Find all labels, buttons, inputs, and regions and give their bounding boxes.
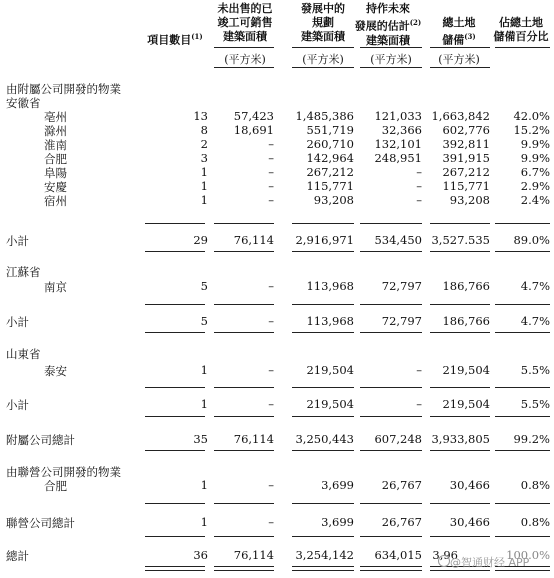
cell-percentage: 0.8% (520, 478, 550, 492)
rule (360, 304, 422, 305)
header-rule-c2 (214, 47, 274, 48)
rule (430, 536, 490, 537)
rule (214, 304, 274, 305)
rule (430, 387, 490, 388)
cell-future-gfa: – (416, 165, 422, 179)
footnote-2: (2) (409, 18, 422, 27)
row-label: 合肥 (44, 152, 67, 166)
rule (360, 536, 422, 537)
cell-project-count: 1 (200, 165, 208, 179)
row-label: 淮南 (44, 138, 67, 152)
cell-development-gfa: 219,504 (306, 397, 354, 411)
cell-development-gfa: 551,719 (306, 123, 354, 137)
cell-development-gfa: 113,968 (306, 314, 354, 328)
cell-project-count: 5 (200, 279, 208, 293)
rule (360, 332, 422, 333)
header-rule-c3 (292, 47, 354, 48)
cell-future-gfa: 121,033 (374, 109, 422, 123)
header-future-development-line3: 建築面積 (366, 33, 410, 47)
rule (430, 416, 490, 417)
table-row (0, 193, 554, 207)
section-shandong: 山東省 (6, 347, 41, 361)
rule (430, 304, 490, 305)
header-unsold-gfa-line2: 竣工可銷售 (217, 16, 273, 29)
cell-unsold-gfa: – (268, 165, 274, 179)
header-rule-c5 (430, 47, 490, 48)
header-under-development-gfa (292, 2, 354, 44)
cell-future-gfa: – (416, 193, 422, 207)
rule (360, 223, 422, 224)
cell-percentage: 89.0% (513, 233, 550, 247)
rule (495, 416, 550, 417)
rule (495, 387, 550, 388)
cell-land-bank: 93,208 (449, 193, 490, 207)
rule (430, 450, 490, 451)
cell-unsold-gfa: – (268, 193, 274, 207)
cell-future-gfa: 32,366 (381, 123, 422, 137)
rule (145, 416, 205, 417)
rule (145, 387, 205, 388)
rule (360, 387, 422, 388)
rule (430, 223, 490, 224)
cell-land-bank: 186,766 (442, 279, 490, 293)
cell-project-count: 13 (193, 109, 208, 123)
subtotal-row (0, 233, 554, 247)
header-total-land-bank (428, 16, 490, 48)
cell-land-bank: 219,504 (442, 363, 490, 377)
cell-land-bank: 186,766 (442, 314, 490, 328)
rule (214, 223, 274, 224)
row-label: 合肥 (44, 479, 67, 493)
cell-project-count: 1 (200, 397, 208, 411)
rule (430, 503, 490, 504)
double-rule (360, 566, 422, 571)
cell-development-gfa: 1,485,386 (295, 109, 354, 123)
header-rule-c4 (360, 47, 422, 48)
rule (145, 251, 205, 252)
row-label: 泰安 (44, 364, 67, 378)
rule (495, 332, 550, 333)
cell-unsold-gfa: – (268, 363, 274, 377)
header-rule-c6 (495, 47, 550, 48)
rule (292, 387, 354, 388)
cell-percentage: 4.7% (520, 279, 550, 293)
rule (214, 450, 274, 451)
row-label: 小計 (6, 315, 29, 329)
rule (495, 251, 550, 252)
rule (430, 332, 490, 333)
cell-future-gfa: 26,767 (381, 478, 422, 492)
cell-development-gfa: 3,699 (321, 515, 354, 529)
cell-development-gfa: 93,208 (313, 193, 354, 207)
header-total-land-bank-line2 (428, 30, 490, 48)
row-label: 安慶 (44, 180, 67, 194)
cell-percentage: 42.0% (513, 109, 550, 123)
header-future-development-gfa (352, 2, 424, 48)
rule (292, 503, 354, 504)
row-label: 附屬公司總計 (6, 433, 75, 447)
rule (214, 503, 274, 504)
cell-percentage: 5.5% (520, 363, 550, 377)
table-row (0, 363, 554, 377)
unit-c4: (平方米) (370, 53, 412, 66)
unit-rule-c3 (292, 67, 354, 68)
unit-c5: (平方米) (438, 53, 480, 66)
cell-percentage: 5.5% (520, 397, 550, 411)
cell-future-gfa: – (416, 179, 422, 193)
cell-land-bank: 1,663,842 (431, 109, 490, 123)
cell-unsold-gfa: – (268, 515, 274, 529)
cell-project-count: 36 (193, 548, 208, 562)
table-row (0, 137, 554, 151)
cell-development-gfa: 3,250,443 (295, 432, 354, 446)
subtotal-row (0, 314, 554, 328)
unit-rule-c5 (430, 67, 490, 68)
cell-future-gfa: – (416, 397, 422, 411)
section-jiangsu: 江蘇省 (6, 265, 41, 279)
watermark-text: @智通财经 APP (450, 556, 530, 569)
rule (360, 251, 422, 252)
header-total-land-bank-line1: 總土地 (442, 16, 476, 29)
cell-land-bank: 30,466 (449, 515, 490, 529)
cell-project-count: 1 (200, 515, 208, 529)
header-project-count (145, 30, 205, 48)
cell-project-count: 1 (200, 179, 208, 193)
section-subsidiary-heading: 由附屬公司開發的物業 (6, 82, 121, 96)
cell-project-count: 8 (200, 123, 208, 137)
cell-unsold-gfa: – (268, 179, 274, 193)
cell-unsold-gfa: 76,114 (233, 548, 274, 562)
rule (214, 416, 274, 417)
cell-unsold-gfa: 76,114 (233, 432, 274, 446)
cell-land-bank: 392,811 (442, 137, 490, 151)
cell-land-bank: 602,776 (442, 123, 490, 137)
cell-project-count: 1 (200, 193, 208, 207)
header-unsold-gfa (214, 2, 276, 44)
rule (292, 304, 354, 305)
cell-percentage: 15.2% (513, 123, 550, 137)
row-label: 滁州 (44, 124, 67, 138)
row-label: 南京 (44, 280, 67, 294)
cell-future-gfa: 132,101 (374, 137, 422, 151)
cell-development-gfa: 3,699 (321, 478, 354, 492)
rule (360, 450, 422, 451)
rule (214, 251, 274, 252)
cell-percentage: 2.9% (520, 179, 550, 193)
rule (145, 536, 205, 537)
cell-development-gfa: 115,771 (306, 179, 354, 193)
associate-total-row (0, 515, 554, 529)
rule (495, 536, 550, 537)
cell-development-gfa: 3,254,142 (295, 548, 354, 562)
row-label: 阜陽 (44, 166, 67, 180)
cell-unsold-gfa: 18,691 (233, 123, 274, 137)
cell-future-gfa: 634,015 (374, 548, 422, 562)
cell-land-bank: 267,212 (442, 165, 490, 179)
double-rule (292, 566, 354, 571)
header-unsold-gfa-line3: 建築面積 (223, 30, 267, 43)
rule (495, 450, 550, 451)
row-label: 亳州 (44, 110, 67, 124)
cell-percentage: 2.4% (520, 193, 550, 207)
row-label: 宿州 (44, 194, 67, 208)
header-future-development-line1: 持作未來 (366, 2, 410, 15)
rule (360, 416, 422, 417)
cell-percentage: 9.9% (520, 151, 550, 165)
unit-c3: (平方米) (302, 53, 344, 66)
subtotal-row (0, 397, 554, 411)
rule (292, 536, 354, 537)
cell-project-count: 5 (200, 314, 208, 328)
table-row (0, 179, 554, 193)
rule (292, 251, 354, 252)
cell-future-gfa: 248,951 (374, 151, 422, 165)
rule (292, 332, 354, 333)
rule (214, 332, 274, 333)
cell-percentage: 6.7% (520, 165, 550, 179)
header-under-development-line3: 建築面積 (301, 30, 345, 43)
rule (495, 223, 550, 224)
cell-future-gfa: 607,248 (374, 432, 422, 446)
rule (292, 450, 354, 451)
cell-unsold-gfa: – (268, 279, 274, 293)
cell-development-gfa: 260,710 (306, 137, 354, 151)
rule (495, 304, 550, 305)
header-project-count-label: 項目數目 (147, 33, 192, 47)
section-anhui: 安徽省 (6, 96, 41, 110)
header-future-development-line2-text: 發展的估計 (354, 19, 410, 33)
cell-future-gfa: 72,797 (381, 279, 422, 293)
unit-c2: (平方米) (224, 53, 266, 66)
cell-land-bank: 30,466 (449, 478, 490, 492)
header-land-bank-percentage-line2: 儲備百分比 (493, 30, 549, 43)
double-rule (145, 566, 205, 571)
cell-development-gfa: 219,504 (306, 363, 354, 377)
cell-unsold-gfa: – (268, 314, 274, 328)
header-under-development-line1: 發展中的 (301, 2, 345, 15)
header-land-bank-percentage-line1: 佔總土地 (499, 16, 543, 29)
cell-land-bank: 3,96 (432, 548, 458, 562)
footnote-3: (3) (464, 32, 476, 41)
cell-percentage: 0.8% (520, 515, 550, 529)
header-total-land-bank-line2-text: 儲備 (442, 33, 465, 47)
subsidiary-total-row (0, 432, 554, 446)
header-future-development-line2 (352, 16, 424, 34)
cell-percentage: 100.0% (506, 548, 550, 562)
cell-unsold-gfa: – (268, 397, 274, 411)
cell-future-gfa: 72,797 (381, 314, 422, 328)
table-row (0, 151, 554, 165)
cell-project-count: 3 (200, 151, 208, 165)
cell-project-count: 2 (200, 137, 208, 151)
rule (145, 450, 205, 451)
cell-percentage: 9.9% (520, 137, 550, 151)
table-row (0, 165, 554, 179)
footnote-1: (1) (191, 32, 203, 41)
cell-project-count: 1 (200, 478, 208, 492)
rule (430, 251, 490, 252)
rule (145, 223, 205, 224)
unit-rule-c4 (360, 67, 422, 68)
row-label: 小計 (6, 234, 29, 248)
rule (145, 503, 205, 504)
header-under-development-line2: 規劃 (312, 16, 334, 29)
table-row (0, 478, 554, 492)
cell-project-count: 35 (193, 432, 208, 446)
double-rule (214, 566, 274, 571)
section-associate-heading: 由聯營公司開發的物業 (6, 465, 121, 479)
table-row (0, 123, 554, 137)
cell-land-bank: 391,915 (442, 151, 490, 165)
cell-unsold-gfa: 57,423 (233, 109, 274, 123)
cell-project-count: 1 (200, 363, 208, 377)
cell-unsold-gfa: – (268, 137, 274, 151)
table-row (0, 279, 554, 293)
watermark-logo-icon (438, 555, 450, 567)
rule (495, 503, 550, 504)
cell-unsold-gfa: – (268, 151, 274, 165)
row-label: 聯營公司總計 (6, 516, 75, 530)
row-label: 總計 (6, 549, 29, 563)
rule (214, 536, 274, 537)
unit-rule-c2 (214, 67, 274, 68)
cell-development-gfa: 142,964 (306, 151, 354, 165)
rule (145, 332, 205, 333)
cell-unsold-gfa: 76,114 (233, 233, 274, 247)
rule (360, 503, 422, 504)
rule (292, 223, 354, 224)
cell-future-gfa: 26,767 (381, 515, 422, 529)
cell-development-gfa: 113,968 (306, 279, 354, 293)
cell-development-gfa: 267,212 (306, 165, 354, 179)
header-land-bank-percentage (488, 16, 554, 44)
cell-future-gfa: – (416, 363, 422, 377)
row-label: 小計 (6, 398, 29, 412)
table-row (0, 109, 554, 123)
cell-percentage: 99.2% (513, 432, 550, 446)
cell-land-bank: 3,527.535 (431, 233, 490, 247)
cell-land-bank: 219,504 (442, 397, 490, 411)
cell-project-count: 29 (193, 233, 208, 247)
cell-unsold-gfa: – (268, 478, 274, 492)
cell-land-bank: 115,771 (442, 179, 490, 193)
cell-percentage: 4.7% (520, 314, 550, 328)
rule (145, 304, 205, 305)
cell-land-bank: 3,933,805 (431, 432, 490, 446)
rule (214, 387, 274, 388)
rule (292, 416, 354, 417)
cell-future-gfa: 534,450 (374, 233, 422, 247)
header-unsold-gfa-line1: 未出售的已 (217, 2, 273, 15)
cell-development-gfa: 2,916,971 (295, 233, 354, 247)
